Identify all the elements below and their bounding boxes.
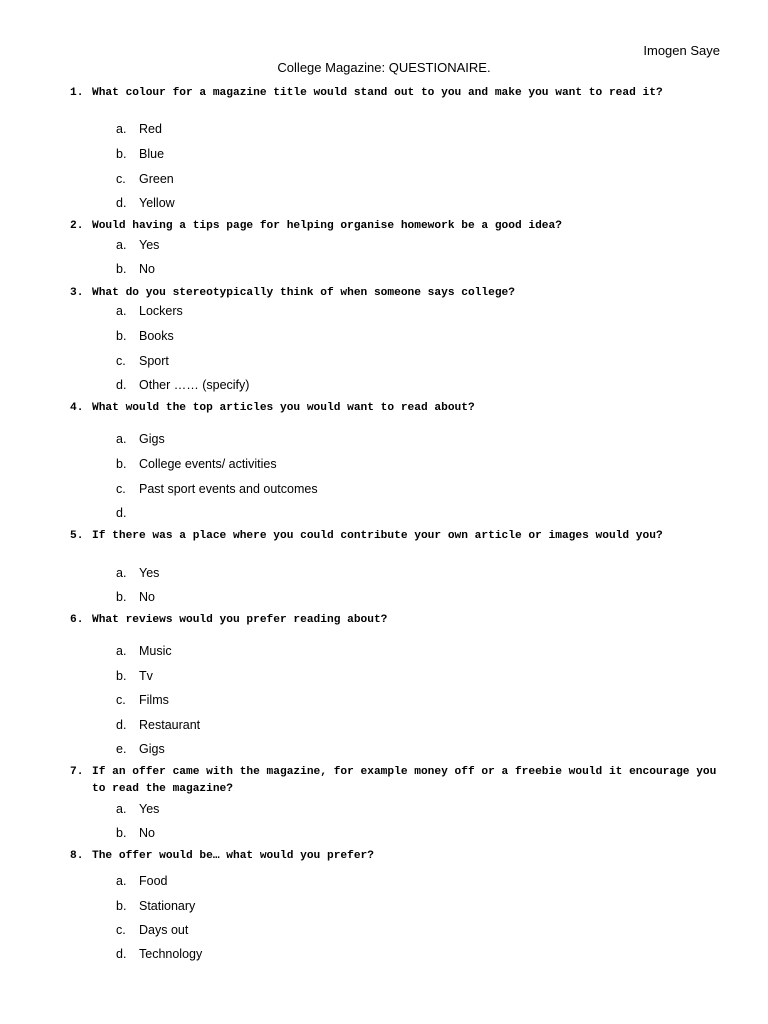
option [116,481,318,497]
option [116,643,172,659]
option-label: Food [139,874,168,888]
option-letter: a. [116,304,127,318]
option-label: Music [139,644,172,658]
question-7 [70,764,730,798]
option-label: Tv [139,669,153,683]
option [116,873,168,889]
option-label: No [139,262,155,276]
option-letter: b. [116,669,127,683]
option-letter: b. [116,262,127,276]
option-label: Yes [139,238,160,252]
question-number: 3. [70,287,84,299]
question-text: What do you stereotypically think of when someone says college? [92,287,515,299]
option-letter: c. [116,172,126,186]
option-label: Gigs [139,742,165,756]
option-label: Days out [139,923,189,937]
option-label: Lockers [139,304,183,318]
question-2 [70,218,730,235]
question-number: 2. [70,220,84,232]
option [116,456,277,472]
question-text: What reviews would you prefer reading about? [92,614,388,626]
option-label: Books [139,329,174,343]
option-letter: e. [116,742,127,756]
option-label: No [139,826,155,840]
option-letter: d. [116,947,127,961]
question-text: What colour for a magazine title would stand out to you and make you want to read it? [92,87,663,99]
option-letter: d. [116,506,127,520]
question-number: 1. [70,87,84,99]
option-letter: a. [116,122,127,136]
option [116,505,139,521]
option-letter: b. [116,147,127,161]
option-letter: c. [116,693,126,707]
option [116,261,155,277]
option [116,825,155,841]
option-label: Sport [139,354,169,368]
option-label: No [139,590,155,604]
option-label: Stationary [139,899,196,913]
option [116,237,159,253]
option-label: Past sport events and outcomes [139,482,318,496]
option-label: Red [139,122,162,136]
option [116,328,174,344]
option-letter: a. [116,432,127,446]
question-number: 8. [70,850,84,862]
option-letter: a. [116,238,127,252]
option-letter: c. [116,354,126,368]
option-letter: b. [116,826,127,840]
option-letter: a. [116,802,127,816]
option-letter: b. [116,457,127,471]
option [116,589,155,605]
option [116,922,188,938]
question-number: 5. [70,530,84,542]
option-label: Other …… (specify) [139,378,250,392]
option-letter: b. [116,590,127,604]
option [116,741,165,757]
option-letter: c. [116,482,126,496]
option [116,377,249,393]
option-letter: a. [116,874,127,888]
option [116,565,159,581]
option [116,195,175,211]
option-letter: d. [116,196,127,210]
question-text: What would the top articles you would want to read about? [92,402,475,414]
question-text: If an offer came with the magazine, for example money off or a freebie would it encourage you to read the magazine? [92,766,717,795]
question-text: The offer would be… what would you prefer? [92,850,374,862]
question-number: 6. [70,614,84,626]
option [116,898,195,914]
question-3 [70,285,730,302]
option-letter: b. [116,899,127,913]
option-label: Technology [139,947,203,961]
option-label: Restaurant [139,718,201,732]
option [116,171,174,187]
option-label: Blue [139,147,165,161]
option [116,121,162,137]
option-label: College events/ activities [139,457,277,471]
option [116,692,169,708]
option-letter: d. [116,378,127,392]
question-8 [70,848,730,865]
option [116,801,159,817]
author-name: Imogen Saye [643,43,720,58]
question-1 [70,85,730,102]
question-number: 7. [70,766,84,778]
option-label: Green [139,172,174,186]
question-6 [70,612,730,629]
question-number: 4. [70,402,84,414]
question-text: Would having a tips page for helping organise homework be a good idea? [92,220,562,232]
option-label: Gigs [139,432,165,446]
question-text: If there was a place where you could contribute your own article or images would you? [92,530,663,542]
option-label: Yes [139,566,160,580]
option-label: Yellow [139,196,175,210]
option [116,146,164,162]
option-letter: a. [116,566,127,580]
option [116,946,202,962]
option-letter: d. [116,718,127,732]
option [116,431,165,447]
page-title: College Magazine: QUESTIONAIRE. [277,60,491,75]
option [116,353,169,369]
option-letter: c. [116,923,126,937]
question-5 [70,528,730,545]
option-label: Yes [139,802,160,816]
option [116,303,183,319]
option-letter: a. [116,644,127,658]
option-label: Films [139,693,169,707]
question-4 [70,400,730,417]
option [116,668,153,684]
option [116,717,200,733]
option-letter: b. [116,329,127,343]
